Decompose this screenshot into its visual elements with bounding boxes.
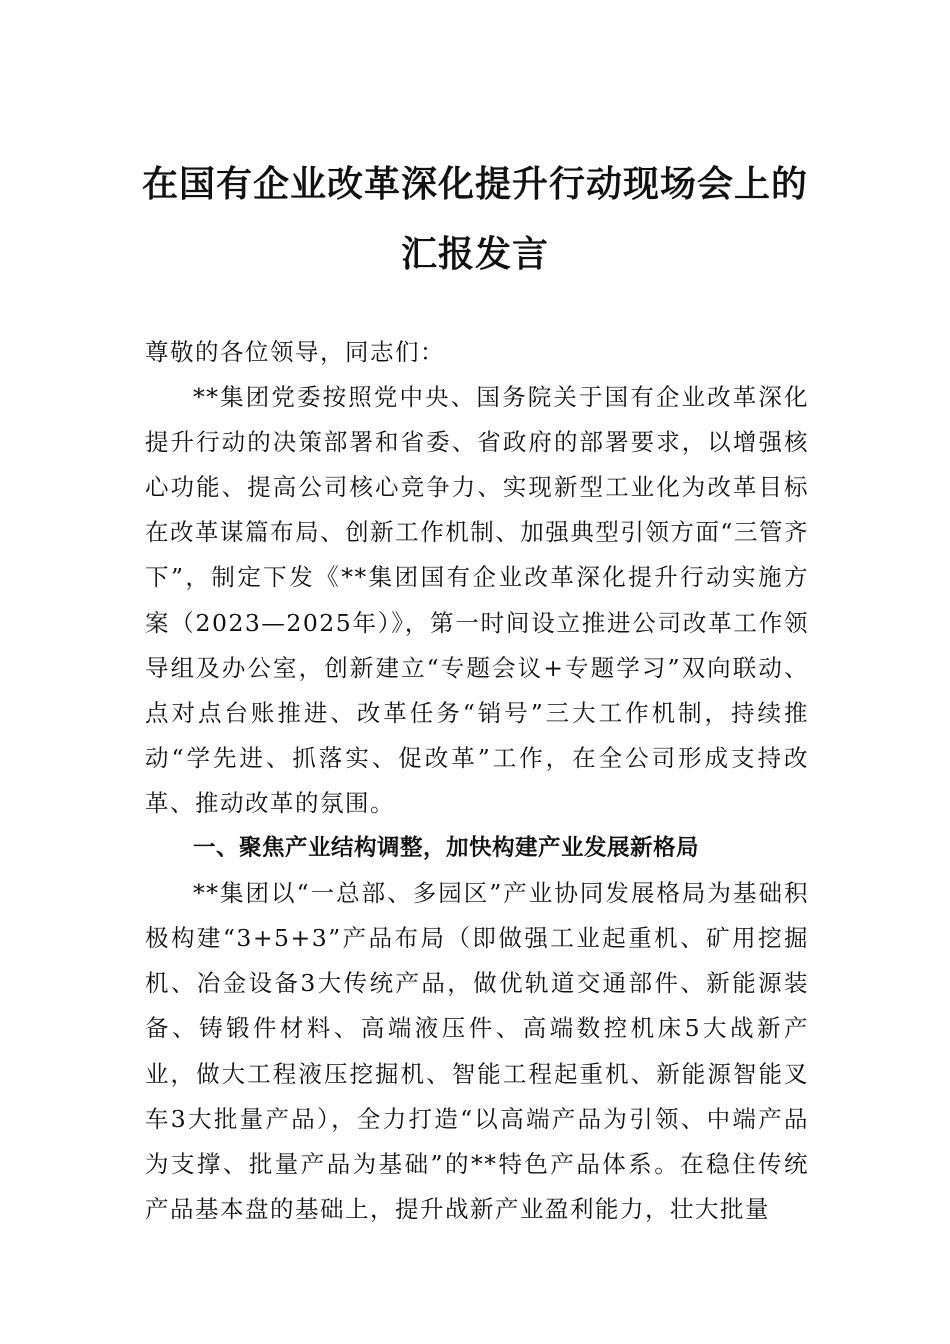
document-title-line-2: 汇报发言 [400,233,549,275]
document-body [145,330,809,1232]
paragraph-intro: **集团党委按照党中央、国务院关于国有企业改革深化提升行动的决策部署和省委、省政府的部署要求，以增强核心功能、提高公司核心竞争力、实现新型工业化为改革目标在改革谋篇布局、创新工作机制、加强典型引领方面“三管齐下”，制定下发《**集团国有企业改革深化提升行动实施方案（2023—2025年）》，第一时间设立推进公司改革工作领导组及办公室，创新建立“专题会议+专题学习”双向联动、点对点台账推进、改革任务“销号”三大工作机制，持续推动“学先进、抓落实、促改革”工作，在全公司形成支持改革、推动改革的氛围。 [145,383,809,817]
section-heading-1: 一、聚焦产业结构调整，加快构建产业发展新格局 [193,835,700,862]
salutation: 尊敬的各位领导，同志们： [145,338,445,366]
paragraph-section-1: **集团以“一总部、多园区”产业协同发展格局为基础积极构建“3+5+3”产品布局（即做强工业起重机、矿用挖掘机、冶金设备3大传统产品，做优轨道交通部件、新能源装备、铸锻件材料、高端液压件、高端数控机床5大战新产业，做大工程液压挖掘机、智能工程起重机、新能源智能叉车3大批量产品），全力打造“以高端产品为引领、中端产品为支撑、批量产品为基础”的**特色产品体系。在稳住传统产品基本盘的基础上，提升战新产业盈利能力，壮大批量 [145,879,809,1223]
document-title-line-1: 在国有企业改革深化提升行动现场会上的 [141,163,808,205]
